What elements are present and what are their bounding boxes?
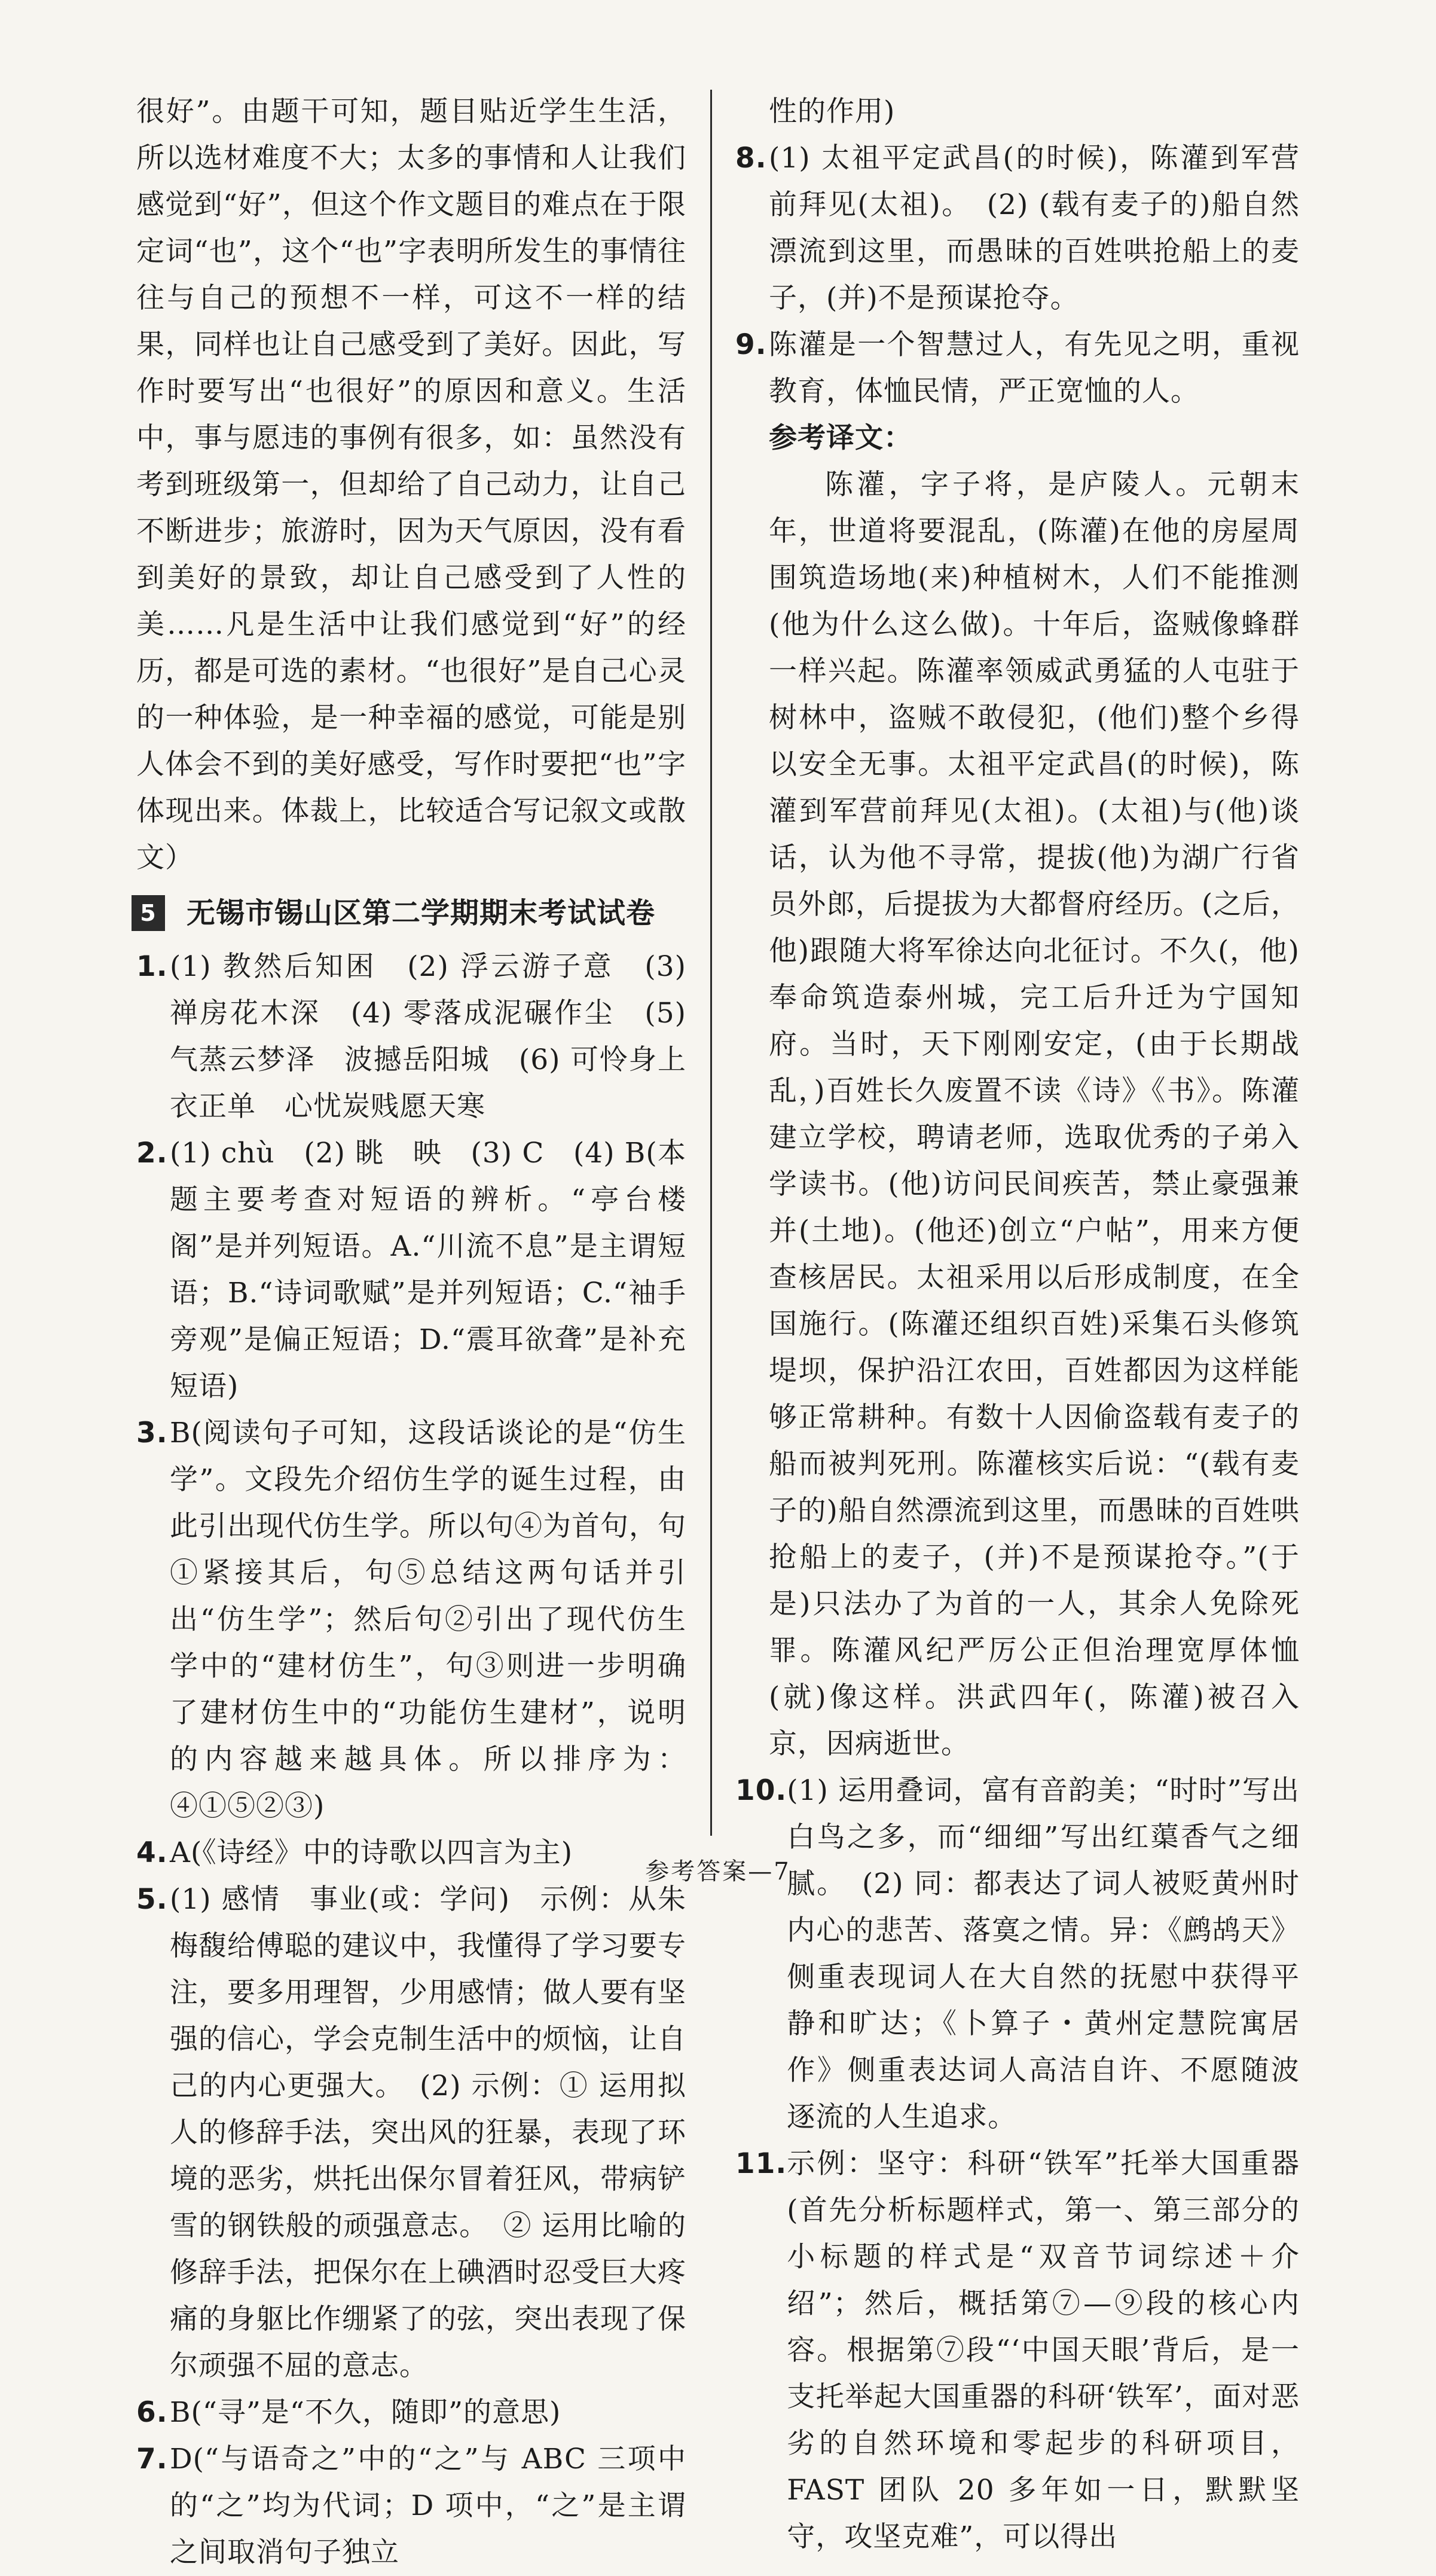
item-text: D(“与语奇之”中的“之”与 ABC 三项中的“之”均为代词；D 项中，“之”是主谓之间取消句子独立 [170, 2443, 686, 2569]
answer-item [136, 1410, 686, 1830]
item-number: 2. [136, 1137, 168, 1170]
page-footer: 参考答案—7 [645, 1858, 791, 1885]
right-column [735, 88, 1300, 2553]
reference-translation-label: 参考译文： [769, 422, 912, 454]
answer-item [136, 2389, 686, 2436]
answer-item [735, 1768, 1300, 2141]
item-text: (1) chù (2) 眺 映 (3) C (4) B(本题主要考查对短语的辨析。“亭台楼阁”是并列短语。A.“川流不息”是主谓短语；B.“诗词歌赋”是并列短语；C.“袖手旁观”是偏正短语；D.“震耳欲聋”是补充短语) [170, 1137, 686, 1403]
item-text: (1) 太祖平定武昌(的时候)，陈灌到军营前拜见(太祖)。 (2) (载有麦子的)船自然漂流到这里，而愚昧的百姓哄抢船上的麦子，(并)不是预谋抢夺。 [769, 142, 1300, 315]
answer-item [136, 1876, 686, 2389]
item-number: 9. [735, 328, 767, 361]
right-continuation: 性的作用) [769, 95, 896, 128]
answer-item [735, 322, 1300, 415]
item-text: A(《诗经》中的诗歌以四言为主) [170, 1836, 573, 1869]
item-number: 6. [136, 2396, 168, 2429]
item-text: B(“寻”是“不久，随即”的意思) [170, 2396, 561, 2429]
section-heading [132, 890, 686, 936]
left-continuation: 很好”。由题干可知，题目贴近学生生活，所以选材难度不大；太多的事情和人让我们感觉到“好”，但这个作文题目的难点在于限定词“也”，这个“也”字表明所发生的事情往往与自己的预想不一样，可这不一样的结果，同样也让自己感受到了美好。因此，写作时要写出“也很好”的原因和意义。生活中，事与愿违的事例有很多，如：虽然没有考到班级第一，但却给了自己动力，让自己不断进步；旅游时，因为天气原因，没有看到美好的景致，却让自己感受到了人性的美……凡是生活中让我们感觉到“好”的经历，都是可选的素材。“也很好”是自己心灵的一种体验，是一种幸福的感觉，可能是别人体会不到的美好感受，写作时要把“也”字体现出来。体裁上，比较适合写记叙文或散文） [136, 95, 686, 874]
column-divider [710, 90, 712, 1836]
item-text: (1) 感情 事业(或：学问) 示例：从朱梅馥给傅聪的建议中，我懂得了学习要专注，要多用理智，少用感情；做人要有坚强的信心，学会克制生活中的烦恼，让自己的内心更强大。 (2) 示例：① 运用拟人的修辞手法，突出风的狂暴，表现了环境的恶劣，烘托出保尔冒着狂风，带病铲雪的钢铁般的顽强意志。 ② 运用比喻的修辞手法，把保尔在上碘酒时忍受巨大疼痛的身躯比作绷紧了的弦，突出表现了保尔顽强不屈的意志。 [170, 1883, 686, 2382]
answer-item [136, 1130, 686, 1410]
answer-item [136, 944, 686, 1130]
left-column [136, 88, 686, 2569]
item-number: 7. [136, 2443, 168, 2476]
item-number: 11. [735, 2147, 787, 2180]
item-number: 1. [136, 950, 168, 983]
answer-item [735, 135, 1300, 322]
item-text: (1) 运用叠词，富有音韵美；“时时”写出白鸟之多，而“细细”写出红蕖香气之细腻。 (2) 同：都表达了词人被贬黄州时内心的悲苦、落寞之情。异：《鹧鸪天》侧重表现词人在大自然的抚慰中获得平静和旷达；《卜算子・黄州定慧院寓居作》侧重表达词人高洁自许、不愿随波逐流的人生追求。 [787, 1774, 1300, 2134]
section-title: 无锡市锡山区第二学期期末考试试卷 [187, 896, 656, 930]
item-number: 10. [735, 1774, 787, 1807]
item-number: 5. [136, 1883, 168, 1916]
item-number: 8. [735, 142, 767, 175]
item-number: 4. [136, 1836, 168, 1869]
reference-translation: 陈灌，字子将，是庐陵人。元朝末年，世道将要混乱，(陈灌)在他的房屋周围筑造场地(来)种植树木，人们不能推测(他为什么这么做)。十年后，盗贼像蜂群一样兴起。陈灌率领威武勇猛的人屯驻于树林中，盗贼不敢侵犯，(他们)整个乡得以安全无事。太祖平定武昌(的时候)，陈灌到军营前拜见(太祖)。(太祖)与(他)谈话，认为他不寻常，提拔(他)为湖广行省员外郎，后提拔为大都督府经历。(之后，他)跟随大将军徐达向北征讨。不久(，他)奉命筑造泰州城，完工后升迁为宁国知府。当时，天下刚刚安定，(由于长期战乱，)百姓长久废置不读《诗》《书》。陈灌建立学校，聘请老师，选取优秀的子弟入学读书。(他)访问民间疾苦，禁止豪强兼并(土地)。(他还)创立“户帖”，用来方便查核居民。太祖采用以后形成制度，在全国施行。(陈灌还组织百姓)采集石头修筑堤坝，保护沿江农田，百姓都因为这样能够正常耕种。有数十人因偷盗载有麦子的船而被判死刑。陈灌核实后说：“(载有麦子的)船自然漂流到这里，而愚昧的百姓哄抢船上的麦子，(并)不是预谋抢夺。”(于是)只法办了为首的一人，其余人免除死罪。陈灌风纪严厉公正但治理宽厚体恤(就)像这样。洪武四年(，陈灌)被召入京，因病逝世。 [769, 468, 1300, 1760]
item-text: 示例：坚守：科研“铁军”托举大国重器(首先分析标题样式，第一、第三部分的小标题的样式是“双音节词综述＋介绍”；然后，概括第⑦—⑨段的核心内容。根据第⑦段“‘中国天眼’背后，是一支托举起大国重器的科研‘铁军’，面对恶劣的自然环境和零起步的科研项目，FAST 团队 20 多年如一日，默默坚守，攻坚克难”，可以得出 [787, 2147, 1300, 2553]
answer-item [735, 2141, 1300, 2560]
item-text: B(阅读句子可知，这段话谈论的是“仿生学”。文段先介绍仿生学的诞生过程，由此引出现代仿生学。所以句④为首句，句①紧接其后，句⑤总结这两句话并引出“仿生学”；然后句②引出了现代仿生学中的“建材仿生”，句③则进一步明确了建材仿生中的“功能仿生建材”，说明的内容越来越具体。所以排序为：④①⑤②③) [170, 1417, 686, 1823]
answer-item [136, 2436, 686, 2576]
section-number-badge: 5 [132, 895, 165, 931]
item-text: (1) 教然后知困 (2) 浮云游子意 (3) 禅房花木深 (4) 零落成泥碾作尘 (5) 气蒸云梦泽 波撼岳阳城 (6) 可怜身上衣正单 心忧炭贱愿天寒 [170, 950, 686, 1123]
item-text: 陈灌是一个智慧过人，有先见之明，重视教育，体恤民情，严正宽恤的人。 [769, 328, 1300, 408]
item-number: 3. [136, 1417, 168, 1449]
